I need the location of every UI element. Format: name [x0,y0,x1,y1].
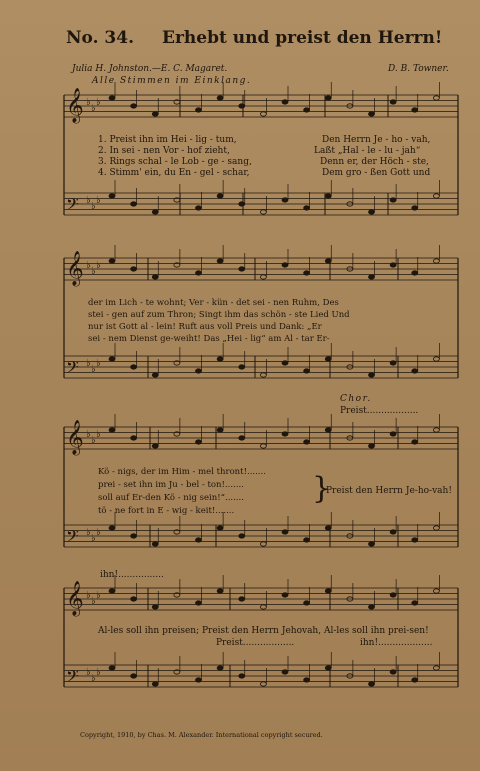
note-head [239,534,245,538]
s3-verse-1: Kö - nigs, der im Him - mel thront!....... [98,467,266,477]
note-head [217,96,223,100]
note-head [260,542,266,546]
verse-bracket: } [312,471,332,506]
note-head [412,369,418,373]
note-head [304,538,310,542]
note-head [325,357,331,361]
bass-clef: 𝄢 [66,357,79,381]
s2-verse-2: stei - gen auf zum Thron; Singt ihm das schön - ste Lied Und [88,310,350,320]
note-head [196,206,202,210]
flat-sign: ♭ [96,260,101,271]
note-head [412,601,418,605]
chorus-preist: Preist.................. [340,406,419,416]
note-head [196,271,202,275]
flat-sign: ♭ [86,667,91,678]
note-head [433,428,439,432]
note-head [109,526,115,530]
note-head [239,202,245,206]
note-head [196,678,202,682]
note-head [369,210,375,214]
flat-sign: ♭ [96,97,101,108]
flat-sign: ♭ [96,527,101,538]
flat-sign: ♭ [86,429,91,440]
note-head [325,666,331,670]
note-head [217,666,223,670]
s4-under-right: ihn!................... [360,638,433,648]
note-head [433,259,439,263]
flat-sign: ♭ [91,673,96,684]
s4-bottom-line: Al-les soll ihn preisen; Preist den Herrn Jehovah, Al-les soll ihn prei-sen! [98,626,429,636]
note-head [152,275,158,279]
flat-sign: ♭ [91,596,96,607]
note-head [109,96,115,100]
note-head [260,682,266,686]
hymn-number: No. 34. [66,28,134,48]
s4-top-line: ihn!................ [100,570,164,580]
note-head [433,194,439,198]
note-head [152,112,158,116]
note-head [152,542,158,546]
flat-sign: ♭ [86,195,91,206]
flat-sign: ♭ [86,260,91,271]
copyright-notice: Copyright, 1910, by Chas. M. Alexander. International copyright secured. [80,731,323,739]
note-head [282,670,288,674]
note-head [217,589,223,593]
note-head [282,100,288,104]
note-head [217,428,223,432]
composer-credit: D. B. Towner. [388,64,449,74]
note-head [239,674,245,678]
note-head [412,678,418,682]
flat-sign: ♭ [91,364,96,375]
note-head [239,267,245,271]
note-head [433,96,439,100]
chorus-refrain: Preist den Herrn Je-ho-vah! [326,486,452,496]
note-head [131,534,137,538]
treble-clef: 𝄞 [66,251,84,286]
note-head [390,530,396,534]
flat-sign: ♭ [96,358,101,369]
note-head [260,444,266,448]
note-head [369,682,375,686]
note-head [131,597,137,601]
note-head [217,357,223,361]
note-head [196,108,202,112]
note-head [109,589,115,593]
flat-sign: ♭ [91,266,96,277]
s2-verse-1: der im Lich - te wohnt; Ver - kün - det sei - nen Ruhm, Des [88,298,339,308]
s3-verse-4: tö - ne fort in E - wig - keit!....... [98,506,235,516]
bass-clef: 𝄢 [66,666,79,690]
verse-3-right: Denn er, der Höch - ste, [320,157,429,167]
note-head [152,682,158,686]
note-head [433,526,439,530]
note-head [369,275,375,279]
note-head [390,100,396,104]
treble-clef: 𝄞 [66,88,84,123]
note-head [325,259,331,263]
note-head [260,112,266,116]
flat-sign: ♭ [86,527,91,538]
flat-sign: ♭ [86,358,91,369]
note-head [369,444,375,448]
treble-clef: 𝄞 [66,420,84,455]
s2-verse-3: nur ist Gott al - lein! Ruft aus voll Preis und Dank: „Er [88,322,322,332]
note-head [282,593,288,597]
verse-1-left: 1. Preist ihn im Hei - lig - tum, [98,135,237,145]
note-head [239,365,245,369]
note-head [390,361,396,365]
note-head [196,440,202,444]
note-head [390,198,396,202]
note-head [369,112,375,116]
note-head [412,440,418,444]
s2-verse-4: sei - nem Dienst ge-weiht! Das „Hei - lig“ am Al - tar Er- [88,334,330,344]
note-head [282,530,288,534]
s3-verse-2: prei - set ihn im Ju - bel - ton!....... [98,480,244,490]
flat-sign: ♭ [91,533,96,544]
note-head [131,674,137,678]
verse-3-left: 3. Rings schal - le Lob - ge - sang, [98,157,252,167]
note-head [304,440,310,444]
flat-sign: ♭ [91,435,96,446]
performance-instruction: Alle Stimmen im Einklang. [92,76,252,86]
note-head [260,275,266,279]
hymn-title: Erhebt und preist den Herrn! [162,28,443,48]
flat-sign: ♭ [96,429,101,440]
note-head [196,369,202,373]
note-head [109,259,115,263]
bass-clef: 𝄢 [66,526,79,550]
note-head [109,428,115,432]
note-head [152,210,158,214]
note-head [412,108,418,112]
note-head [109,666,115,670]
note-head [131,104,137,108]
note-head [282,263,288,267]
note-head [325,96,331,100]
note-head [325,428,331,432]
flat-sign: ♭ [86,590,91,601]
bass-clef: 𝄢 [66,194,79,218]
note-head [131,202,137,206]
note-head [412,206,418,210]
s4-under-left: Preist.................. [216,638,295,648]
note-head [304,369,310,373]
note-head [217,259,223,263]
note-head [131,436,137,440]
note-head [390,670,396,674]
note-head [196,538,202,542]
note-head [217,526,223,530]
flat-sign: ♭ [91,103,96,114]
note-head [260,373,266,377]
verse-2-right: Laßt „Hal - le - lu - jah“ [314,146,421,156]
note-head [304,271,310,275]
verse-2-left: 2. In sei - nen Vor - hof zieht, [98,146,230,156]
note-head [412,538,418,542]
note-head [196,601,202,605]
note-head [325,589,331,593]
verse-4-left: 4. Stimm' ein, du En - gel - schar, [98,168,250,178]
note-head [390,263,396,267]
note-head [109,194,115,198]
flat-sign: ♭ [96,667,101,678]
s3-verse-3: soll auf Er-den Kö - nig sein!“....... [98,493,244,503]
note-head [131,267,137,271]
note-head [325,526,331,530]
note-head [152,605,158,609]
flat-sign: ♭ [91,201,96,212]
note-head [282,361,288,365]
verse-4-right: Dem gro - ßen Gott und [322,168,431,178]
author-credit: Julia H. Johnston.—E. C. Magaret. [72,64,228,74]
note-head [282,198,288,202]
verse-1-right: Den Herrn Je - ho - vah, [322,135,431,145]
note-head [304,108,310,112]
note-head [131,365,137,369]
note-head [304,678,310,682]
note-head [217,194,223,198]
note-head [152,444,158,448]
chorus-label: Chor. [340,394,372,404]
note-head [239,436,245,440]
note-head [282,432,288,436]
note-head [369,373,375,377]
note-head [239,104,245,108]
note-head [390,593,396,597]
note-head [433,589,439,593]
note-head [260,605,266,609]
note-head [433,666,439,670]
note-head [412,271,418,275]
note-head [304,206,310,210]
flat-sign: ♭ [96,195,101,206]
note-head [369,605,375,609]
note-head [433,357,439,361]
note-head [325,194,331,198]
note-head [304,601,310,605]
treble-clef: 𝄞 [66,581,84,616]
note-head [109,357,115,361]
note-head [369,542,375,546]
note-head [152,373,158,377]
flat-sign: ♭ [86,97,91,108]
flat-sign: ♭ [96,590,101,601]
note-head [390,432,396,436]
note-head [239,597,245,601]
note-head [260,210,266,214]
